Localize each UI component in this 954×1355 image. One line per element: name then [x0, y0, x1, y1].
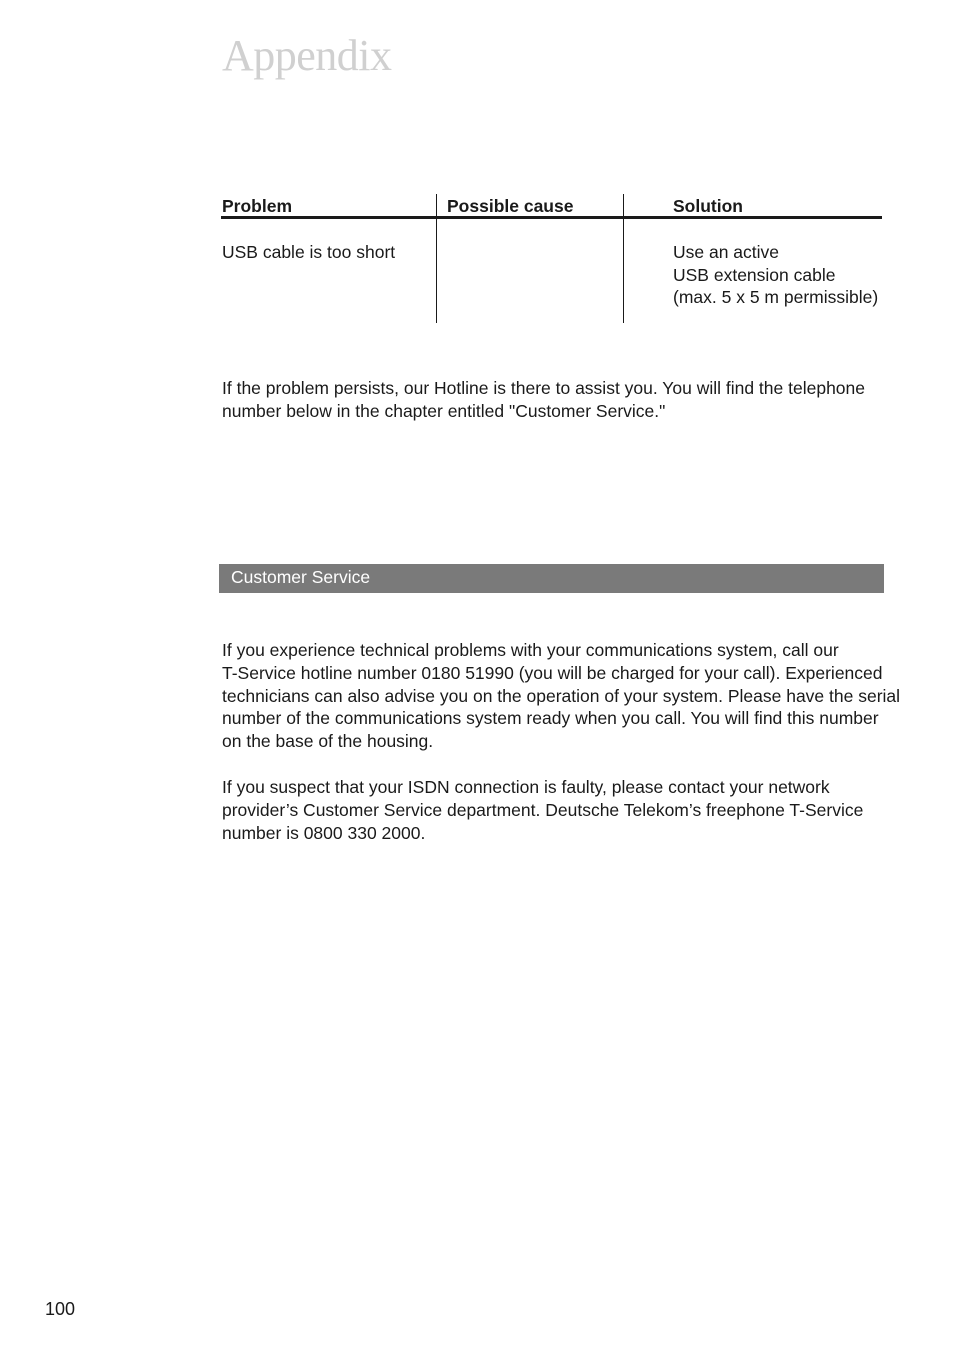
column-header-solution: Solution [673, 196, 743, 216]
column-header-possible-cause: Possible cause [447, 196, 574, 216]
solution-line: USB extension cable [673, 264, 836, 285]
column-divider [623, 194, 624, 323]
hotline-note: If the problem persists, our Hotline is there to assist you. You will find the telephone number below in the chapter entitled "Customer Service." [222, 378, 865, 421]
customer-service-paragraph-1: If you experience technical problems with your communications system, call our T-Service hotline number 0180 51990 (you will be charged for your call). Experienced technicians can also advise you on the operation of your system. Please have the serial number of the communications system ready when you call. You will find this number on the base of the housing. [222, 640, 901, 752]
customer-service-paragraph-2: If you suspect that your ISDN connection is faulty, please contact your network provider’s Customer Service department. Deutsche Telekom’s freephone T-Service number is 0800 330 2000. [222, 777, 864, 843]
troubleshooting-table [221, 194, 882, 323]
solution-line: (max. 5 x 5 m permissible) [673, 287, 879, 308]
chapter-title: Appendix [222, 31, 392, 80]
column-header-problem: Problem [222, 196, 293, 216]
solution-line: Use an active [673, 242, 780, 262]
solution-cell [673, 241, 878, 309]
section-heading-bar [219, 564, 884, 593]
table-row [222, 241, 395, 264]
table-header-rule [221, 216, 882, 219]
problem-cell: USB cable is too short [222, 242, 396, 262]
section-heading: Customer Service [231, 567, 371, 587]
column-divider [436, 194, 437, 323]
page-number: 100 [45, 1299, 76, 1319]
